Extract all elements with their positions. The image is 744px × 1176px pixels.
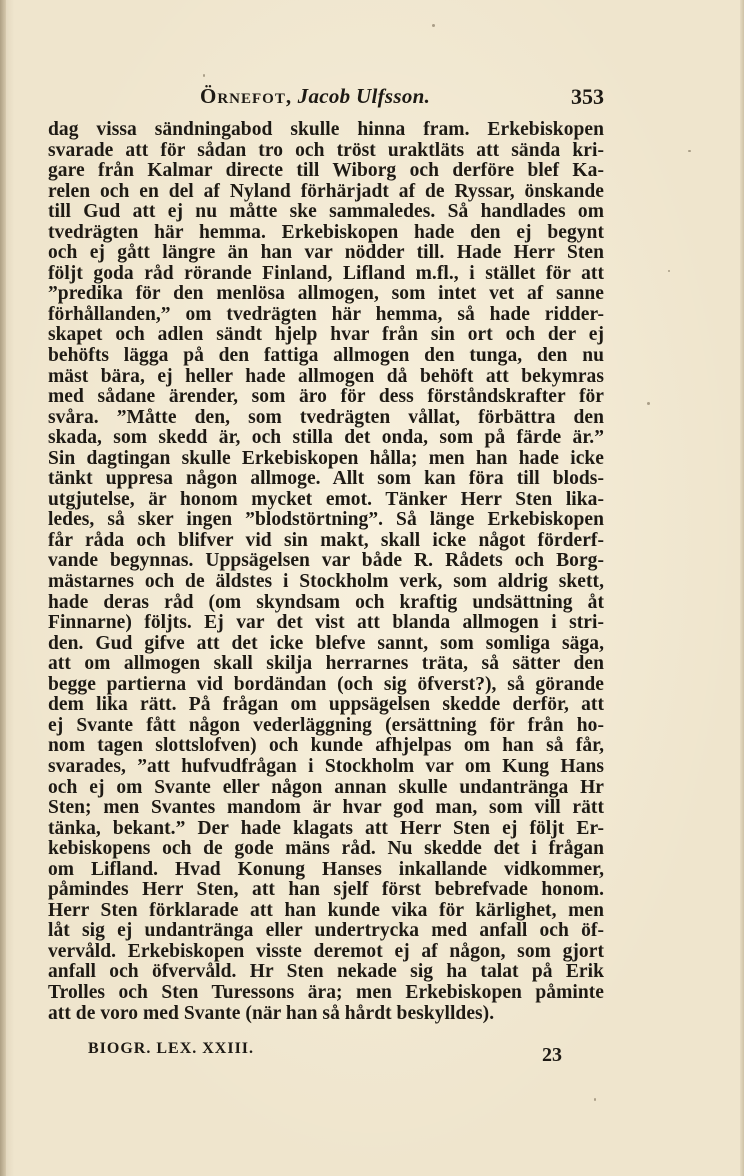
text-line: vande begynnas. Uppsägelsen var både R. Rådets och Borg- [48,550,604,572]
text-line: och ej gått längre än han var nödder till. Hade Herr Sten [48,242,604,264]
paper-speck [668,270,670,272]
paper-speck [432,24,435,27]
text-line: kebiskopens och de gode mäns råd. Nu skedde det i frågan [48,838,604,860]
text-line: Herr Sten förklarade att han kunde vika för kärlighet, men [48,899,604,921]
text-line: om Lifland. Hvad Konung Hanses inkallande vidkommer, [48,858,604,880]
text-line: ej Svante fått någon vederläggning (ersättning för från ho- [48,714,604,736]
body-text [48,120,604,1024]
paper-speck [688,150,691,152]
running-head [200,84,430,109]
paper-speck [203,74,205,77]
text-line: tänka, bekant.” Der hade klagats att Herr Sten ej följt Er- [48,817,604,839]
text-line: mästarnes och de äldstes i Stockholm verk, som aldrig skett, [48,571,604,593]
text-line: och ej om Svante eller någon annan skulle undantränga Hr [48,776,604,798]
text-line: mäst bära, ej heller hade allmogen då behöft att bekymras [48,365,604,387]
text-line: Trolles och Sten Turessons ära; men Erkebiskopen påminte [48,981,604,1003]
paper-speck [647,402,650,405]
text-line: gare från Kalmar directe till Wiborg och derföre blef Ka- [48,160,604,182]
text-line: vervåld. Erkebiskopen visste deremot ej af någon, som gjort [48,940,604,962]
text-line: låt sig ej undantränga eller undertrycka med anfall och öf- [48,920,604,942]
page-header [50,84,604,114]
printer-signature: BIOGR. LEX. XXIII. [88,1040,255,1057]
running-head-surname: Örnefot, [200,84,293,108]
text-line: svarades, ”att hufvudfrågan i Stockholm var om Kung Hans [48,755,604,777]
page-number: 353 [571,84,604,109]
text-line: nom tagen slottslofven) och kunde afhjelpas om han så får, [48,735,604,757]
running-head-given-name: Jacob Ulfsson. [297,84,431,108]
text-line: tänkt uppresa någon allmoge. Allt som kan föra till blods- [48,468,604,490]
text-line: förhållanden,” om tvedrägten här hemma, så hade ridder- [48,303,604,325]
text-line: behöfts lägga på den fattiga allmogen den tunga, den nu [48,345,604,367]
paper-speck [594,1098,596,1101]
page-outer-edge [740,0,744,1176]
text-line: relen och en del af Nyland förhärjadt af de Ryssar, önskande [48,180,604,202]
text-line: får råda och blifver vid sin makt, skall icke något förderf- [48,529,604,551]
text-line: följt goda råd rörande Finland, Lifland m.fl., i stället för att [48,262,604,284]
text-line: påmindes Herr Sten, att han sjelf först bebrefvade honom. [48,879,604,901]
text-line: svarade att för sådan tro och tröst uraktläts att sända kri- [48,139,604,161]
sheet-number: 23 [542,1044,562,1066]
page-footer [88,1040,562,1064]
text-line: ledes, så sker ingen ”blodstörtning”. Så länge Erkebiskopen [48,509,604,531]
text-line: till Gud att ej nu måtte ske sammaledes. Så handlades om [48,201,604,223]
text-line: den. Gud gifve att det icke blefve sannt, som somliga säga, [48,632,604,654]
page-binding-edge [0,0,6,1176]
text-line: anfall och öfvervåld. Hr Sten nekade sig ha talat på Erik [48,961,604,983]
text-line: tvedrägten här hemma. Erkebiskopen hade den ej begynt [48,221,604,243]
text-line: Sten; men Svantes mandom är hvar god man, som vill rätt [48,797,604,819]
text-line: ”predika för den menlösa allmogen, som intet vet af sanne [48,283,604,305]
text-line: dem lika rätt. På frågan om uppsägelsen skedde derför, att [48,694,604,716]
text-line: begge partierna vid bordändan (och sig öfverst?), så görande [48,673,604,695]
text-line: hade deras råd (om skyndsam och kraftig undsättning åt [48,591,604,613]
text-line: dag vissa sändningabod skulle hinna fram. Erkebiskopen [48,119,604,140]
text-line: utgjutelse, är honom mycket emot. Tänker Herr Sten lika- [48,488,604,510]
text-line: att om allmogen skall skilja herrarnes träta, så sätter den [48,653,604,675]
text-line: skapet och adlen sändt hjelp hvar från sin ort och der ej [48,324,604,346]
text-line: med sådane ärender, som äro för dess förståndskrafter för [48,386,604,408]
text-line: att de voro med Svante (när han så hårdt beskylldes). [48,1002,495,1024]
text-line: Finnarne) följts. Ej var det vist att blanda allmogen i stri- [48,612,604,634]
text-line: Sin dagtingan skulle Erkebiskopen hålla; men han hade icke [48,447,604,469]
text-line: svåra. ”Måtte den, som tvedrägten vållat, förbättra den [48,406,604,428]
text-line: skada, som skedd är, och stilla det onda, som på färde är.” [48,427,604,449]
